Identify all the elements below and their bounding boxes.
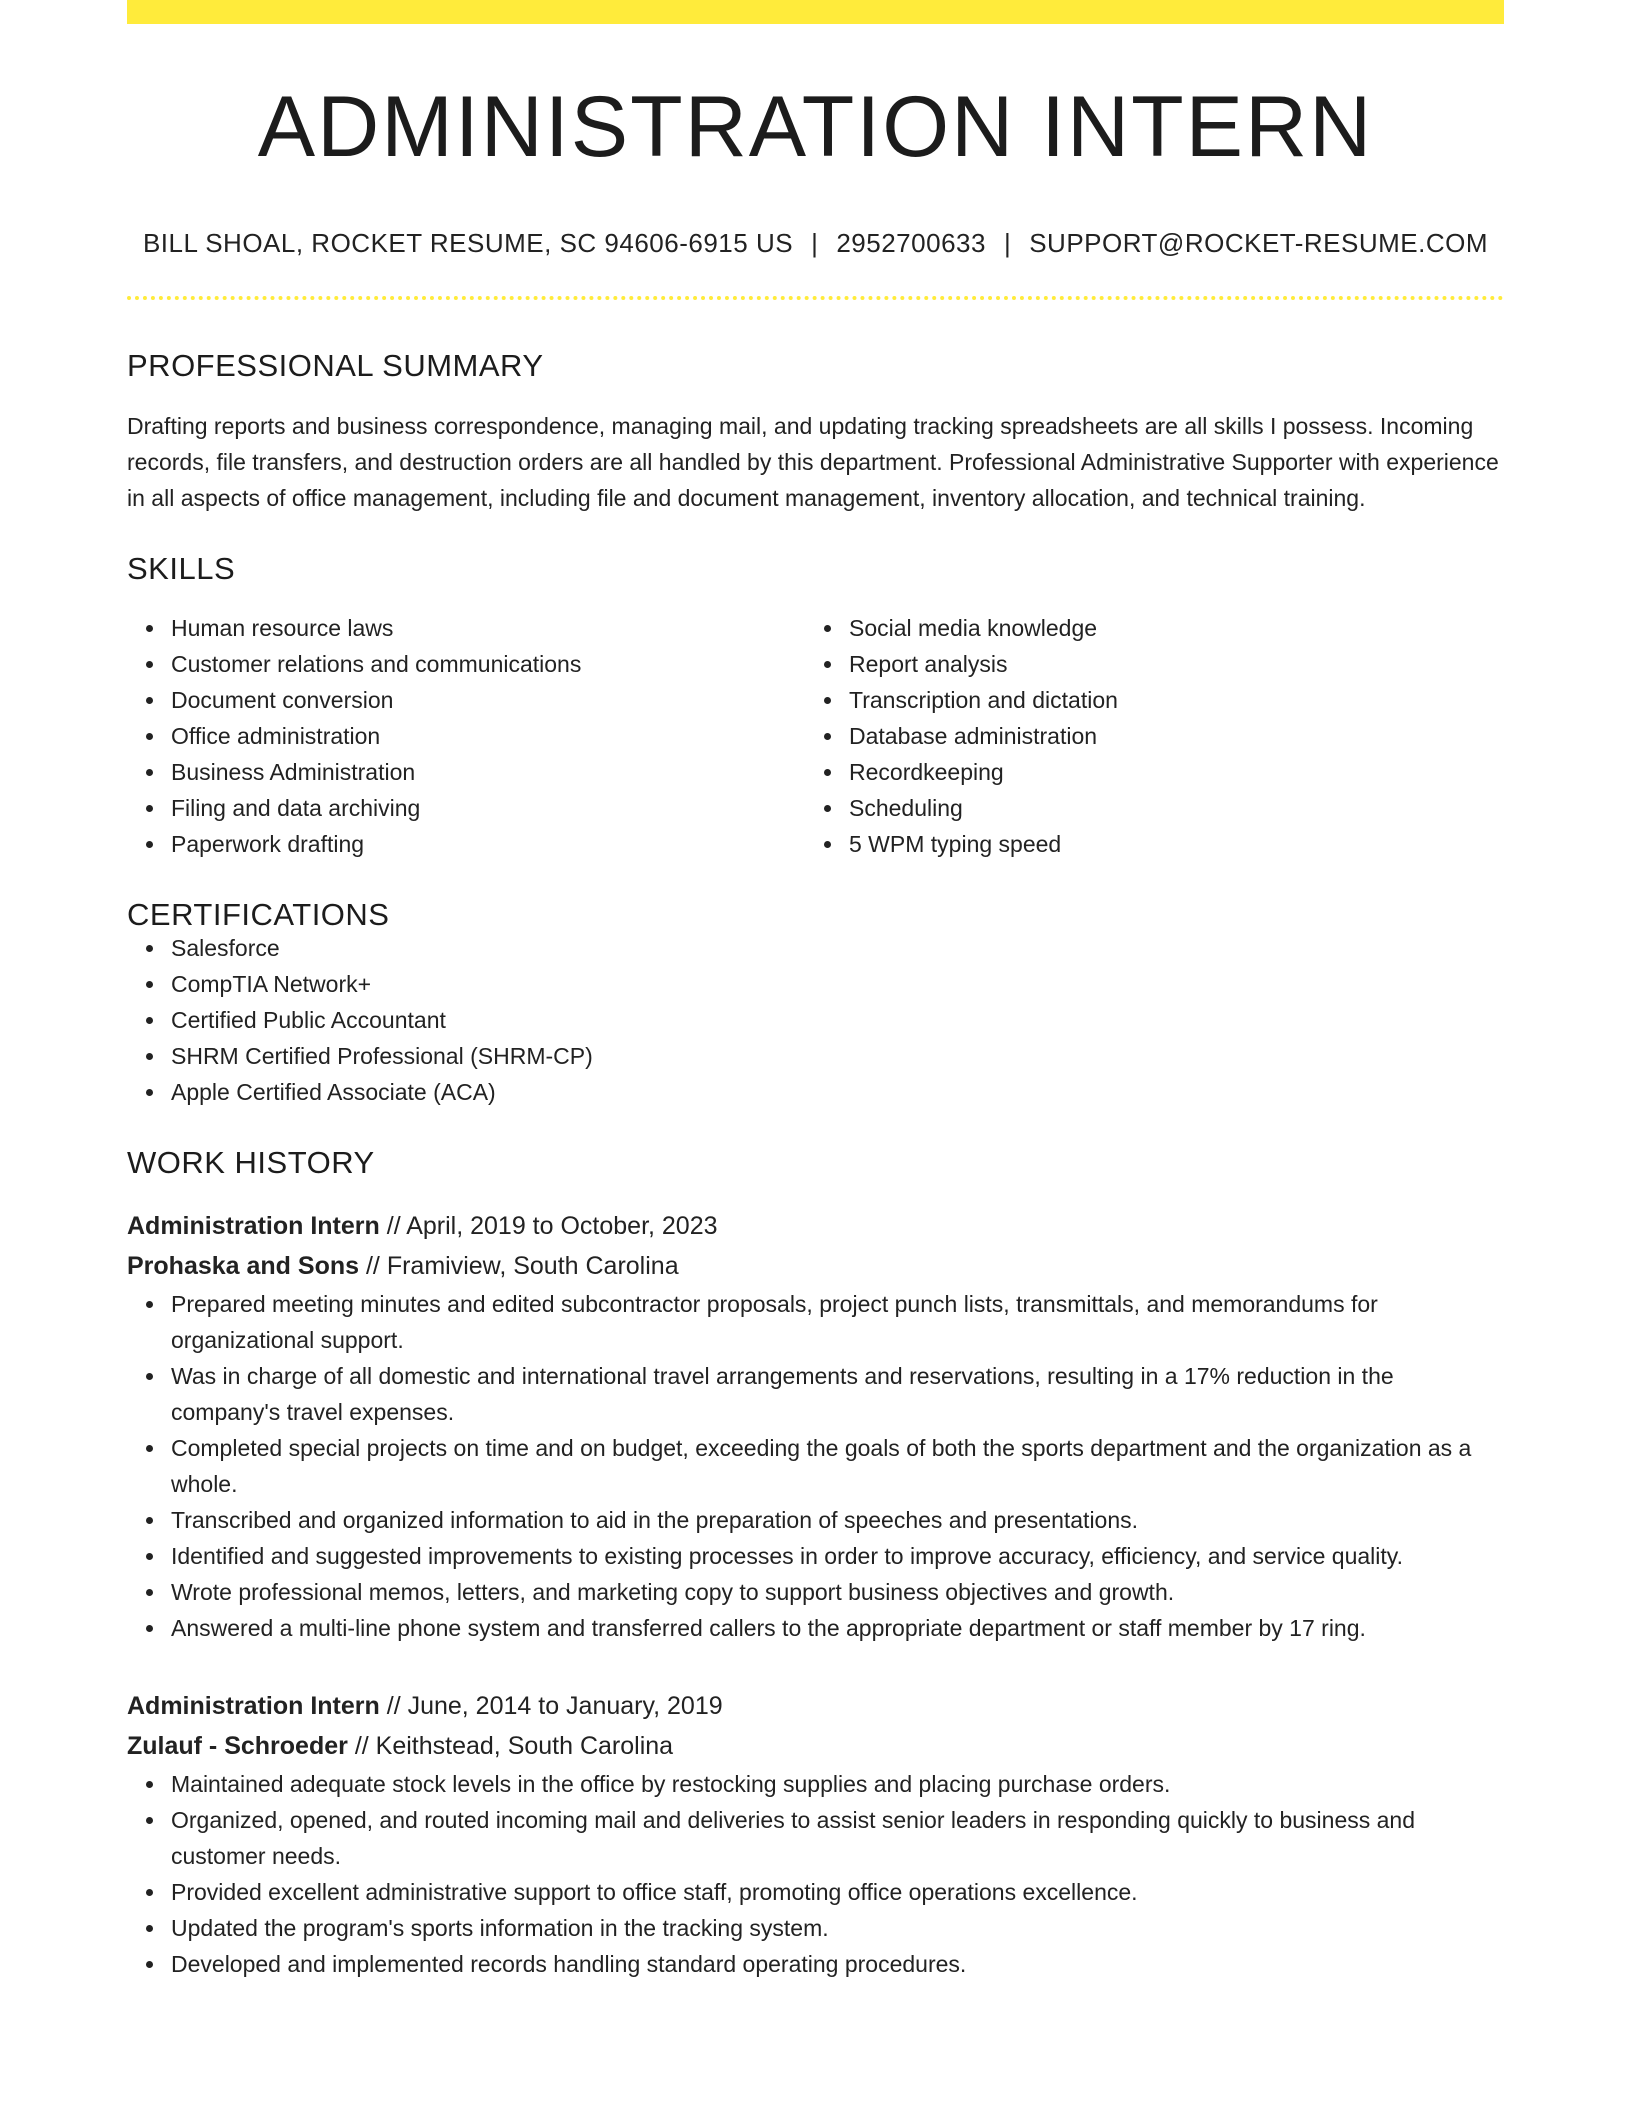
- skill-item: [805, 610, 1483, 646]
- bullet-dot-icon: [824, 697, 831, 704]
- bullet-dot-icon: [146, 805, 153, 812]
- skill-item-text: Business Administration: [171, 759, 416, 785]
- job-bullet: [127, 1874, 1504, 1910]
- job-bullet-list: [127, 1766, 1504, 1982]
- skill-item: [805, 682, 1483, 718]
- job-bullet-text: Transcribed and organized information to aid in the preparation of speeches and presentations.: [171, 1507, 1139, 1533]
- skill-item: [127, 826, 805, 862]
- job-location: // Keithstead, South Carolina: [347, 1732, 674, 1760]
- contact-separator: |: [1003, 228, 1012, 258]
- skills-heading: SKILLS: [127, 551, 236, 586]
- certification-item-text: CompTIA Network+: [171, 971, 372, 997]
- job-title-line: [127, 1686, 1504, 1726]
- skill-item-text: Report analysis: [849, 651, 1008, 677]
- skill-item: [127, 754, 805, 790]
- summary-text: Drafting reports and business correspondence, managing mail, and updating tracking spreadsheets are all skills I possess. Incoming records, file transfers, and destruction orders are all handled by this department. Professional Administrative Supporter with experience in all aspects of office management, including file and document management, inventory allocation, and technical training.: [127, 413, 1499, 511]
- bullet-dot-icon: [146, 1889, 153, 1896]
- bullet-dot-icon: [146, 945, 153, 952]
- skill-item-text: Transcription and dictation: [849, 687, 1118, 713]
- skill-item: [127, 610, 805, 646]
- bullet-dot-icon: [146, 1089, 153, 1096]
- work-history-heading: WORK HISTORY: [127, 1145, 375, 1180]
- bullet-dot-icon: [146, 1961, 153, 1968]
- job-bullet-text: Was in charge of all domestic and international travel arrangements and reservations, resulting in a 17% reduction in the company's travel expenses.: [171, 1363, 1394, 1425]
- skill-item: [127, 682, 805, 718]
- accent-bar: [127, 0, 1504, 24]
- bullet-dot-icon: [146, 733, 153, 740]
- job-bullet-text: Organized, opened, and routed incoming mail and deliveries to assist senior leaders in responding quickly to business and customer needs.: [171, 1807, 1416, 1869]
- certification-item: [127, 930, 1504, 966]
- bullet-dot-icon: [146, 1517, 153, 1524]
- skills-grid: [127, 610, 1504, 862]
- job-title: Administration Intern: [127, 1692, 380, 1720]
- bullet-dot-icon: [824, 841, 831, 848]
- skill-item-text: Filing and data archiving: [171, 795, 421, 821]
- job-dates: // April, 2019 to October, 2023: [379, 1212, 718, 1240]
- job-bullet: [127, 1538, 1504, 1574]
- certification-item-text: Salesforce: [171, 935, 280, 961]
- skills-list-right: [805, 610, 1483, 862]
- job-bullet-text: Updated the program's sports information in the tracking system.: [171, 1915, 829, 1941]
- certification-item-text: Certified Public Accountant: [171, 1007, 446, 1033]
- bullet-dot-icon: [146, 661, 153, 668]
- contact-email: SUPPORT@ROCKET-RESUME.COM: [1029, 228, 1489, 258]
- resume-page: [127, 0, 1504, 1982]
- job-entry: [127, 1686, 1504, 1982]
- skill-item-text: Database administration: [849, 723, 1098, 749]
- summary-heading: PROFESSIONAL SUMMARY: [127, 348, 544, 383]
- job-location: // Framiview, South Carolina: [359, 1252, 679, 1280]
- bullet-dot-icon: [824, 733, 831, 740]
- bullet-dot-icon: [146, 1445, 153, 1452]
- skill-item: [805, 826, 1483, 862]
- job-bullet: [127, 1610, 1504, 1646]
- skill-item-text: Scheduling: [849, 795, 963, 821]
- job-company-line: [127, 1246, 1504, 1286]
- job-bullet: [127, 1502, 1504, 1538]
- skill-item-text: Paperwork drafting: [171, 831, 365, 857]
- skill-item-text: 5 WPM typing speed: [849, 831, 1062, 857]
- job-bullet: [127, 1910, 1504, 1946]
- contact-separator: |: [811, 228, 819, 258]
- certifications-list: [127, 930, 1504, 1110]
- skill-item: [127, 790, 805, 826]
- job-bullet: [127, 1430, 1504, 1502]
- certification-item: [127, 1074, 1504, 1110]
- contact-line: [127, 230, 1504, 256]
- skills-column-right: [805, 610, 1483, 862]
- skill-item-text: Document conversion: [171, 687, 394, 713]
- certification-item: [127, 1038, 1504, 1074]
- bullet-dot-icon: [146, 769, 153, 776]
- skill-item-text: Social media knowledge: [849, 615, 1098, 641]
- resume-title: ADMINISTRATION INTERN: [257, 79, 1374, 175]
- job-bullet-list: [127, 1286, 1504, 1646]
- bullet-dot-icon: [824, 661, 831, 668]
- job-bullet-text: Completed special projects on time and on budget, exceeding the goals of both the sports department and the organization as a whole.: [171, 1435, 1472, 1497]
- certification-item: [127, 1002, 1504, 1038]
- job-bullet-text: Wrote professional memos, letters, and marketing copy to support business objectives and growth.: [171, 1579, 1175, 1605]
- dotted-divider: [127, 296, 1504, 300]
- job-bullet: [127, 1946, 1504, 1982]
- job-company: Zulauf - Schroeder: [127, 1732, 348, 1760]
- job-bullet-text: Developed and implemented records handling standard operating procedures.: [171, 1951, 967, 1977]
- certification-item-text: SHRM Certified Professional (SHRM-CP): [171, 1043, 593, 1069]
- bullet-dot-icon: [824, 805, 831, 812]
- job-bullet: [127, 1574, 1504, 1610]
- job-bullet: [127, 1358, 1504, 1430]
- skill-item: [127, 646, 805, 682]
- bullet-dot-icon: [146, 1625, 153, 1632]
- job-bullet: [127, 1286, 1504, 1358]
- contact-address: BILL SHOAL, ROCKET RESUME, SC 94606-6915 US: [142, 228, 794, 258]
- job-bullet-text: Identified and suggested improvements to existing processes in order to improve accuracy, efficiency, and service quality.: [171, 1543, 1403, 1569]
- job-company-line: [127, 1726, 1504, 1766]
- skill-item: [805, 718, 1483, 754]
- skill-item: [127, 718, 805, 754]
- job-bullet-text: Prepared meeting minutes and edited subcontractor proposals, project punch lists, transmittals, and memorandums for organizational support.: [171, 1291, 1378, 1353]
- job-dates: // June, 2014 to January, 2019: [379, 1692, 723, 1720]
- bullet-dot-icon: [146, 1373, 153, 1380]
- bullet-dot-icon: [146, 1817, 153, 1824]
- skill-item: [805, 646, 1483, 682]
- skill-item: [805, 790, 1483, 826]
- skill-item-text: Human resource laws: [171, 615, 394, 641]
- job-company: Prohaska and Sons: [127, 1252, 360, 1280]
- bullet-dot-icon: [146, 1301, 153, 1308]
- certifications-heading: CERTIFICATIONS: [127, 897, 390, 932]
- job-bullet-text: Answered a multi-line phone system and transferred callers to the appropriate department or staff member by 17 ring.: [171, 1615, 1366, 1641]
- bullet-dot-icon: [146, 981, 153, 988]
- job-title-line: [127, 1206, 1504, 1246]
- bullet-dot-icon: [824, 769, 831, 776]
- job-title: Administration Intern: [127, 1212, 380, 1240]
- bullet-dot-icon: [146, 697, 153, 704]
- job-bullet: [127, 1802, 1504, 1874]
- skills-list-left: [127, 610, 805, 862]
- certification-item: [127, 966, 1504, 1002]
- certification-item-text: Apple Certified Associate (ACA): [171, 1079, 496, 1105]
- bullet-dot-icon: [146, 1553, 153, 1560]
- job-bullet-text: Maintained adequate stock levels in the office by restocking supplies and placing purchase orders.: [171, 1771, 1171, 1797]
- skill-item-text: Recordkeeping: [849, 759, 1004, 785]
- job-bullet-text: Provided excellent administrative support to office staff, promoting office operations excellence.: [171, 1879, 1138, 1905]
- skill-item-text: Customer relations and communications: [171, 651, 582, 677]
- bullet-dot-icon: [146, 1017, 153, 1024]
- bullet-dot-icon: [146, 1589, 153, 1596]
- bullet-dot-icon: [146, 625, 153, 632]
- skills-column-left: [127, 610, 805, 862]
- bullet-dot-icon: [146, 1781, 153, 1788]
- skill-item: [805, 754, 1483, 790]
- bullet-dot-icon: [146, 841, 153, 848]
- bullet-dot-icon: [146, 1053, 153, 1060]
- skill-item-text: Office administration: [171, 723, 381, 749]
- bullet-dot-icon: [824, 625, 831, 632]
- bullet-dot-icon: [146, 1925, 153, 1932]
- contact-phone: 2952700633: [836, 228, 986, 258]
- job-entry: [127, 1206, 1504, 1646]
- job-bullet: [127, 1766, 1504, 1802]
